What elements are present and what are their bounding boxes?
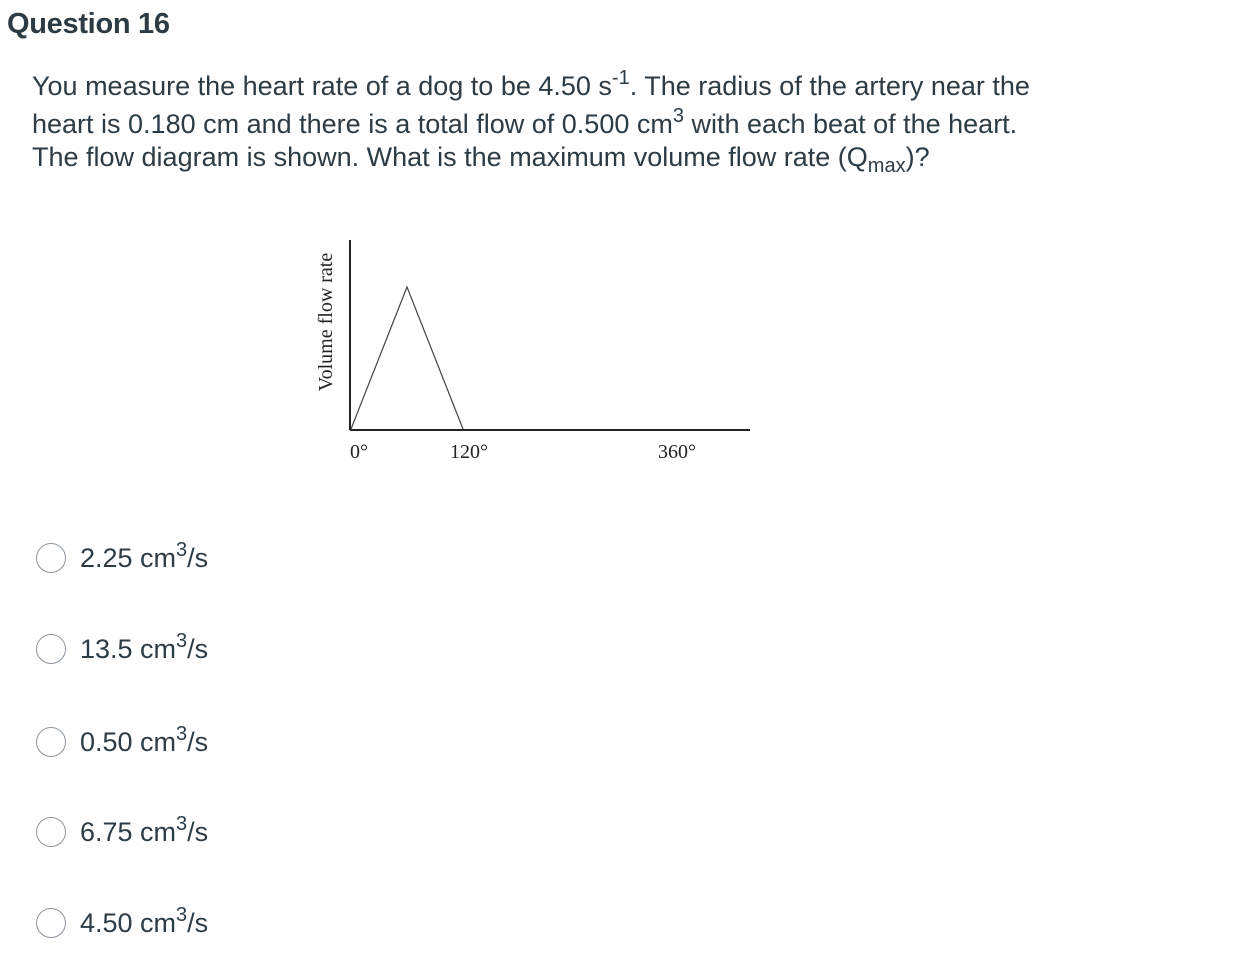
answer-label bbox=[80, 812, 209, 848]
answer-unit: /s bbox=[187, 726, 209, 757]
y-axis-label: Volume flow rate bbox=[315, 252, 337, 392]
radio-button[interactable] bbox=[36, 634, 66, 664]
answer-option[interactable] bbox=[36, 626, 208, 672]
answer-value: 13.5 cm bbox=[80, 633, 177, 664]
question-line-1-text: You measure the heart rate of a dog to be 4.50 s bbox=[32, 71, 612, 101]
question-line-3 bbox=[32, 139, 1142, 176]
answer-exponent: 3 bbox=[176, 903, 188, 926]
radio-button[interactable] bbox=[36, 727, 66, 757]
question-line-1-sup: -1 bbox=[611, 67, 630, 89]
answer-value: 0.50 cm bbox=[80, 726, 177, 757]
answer-option[interactable] bbox=[36, 900, 208, 946]
question-line-1-tail: . The radius of the artery near the bbox=[629, 71, 1030, 101]
answer-value: 2.25 cm bbox=[80, 542, 177, 573]
answer-unit: /s bbox=[187, 542, 209, 573]
answer-unit: /s bbox=[187, 816, 209, 847]
question-line-2-sup: 3 bbox=[672, 105, 684, 127]
answer-label bbox=[80, 629, 209, 665]
answer-value: 6.75 cm bbox=[80, 816, 177, 847]
question-line-2-tail: with each beat of the heart. bbox=[683, 109, 1018, 139]
tick-label-360: 360° bbox=[658, 441, 696, 463]
question-line-2-text: heart is 0.180 cm and there is a total flow of 0.500 cm bbox=[32, 109, 673, 139]
answer-exponent: 3 bbox=[176, 538, 188, 561]
question-line-3-text: The flow diagram is shown. What is the maximum volume flow rate (Q bbox=[32, 142, 868, 172]
flow-diagram-svg bbox=[300, 220, 770, 480]
answer-unit: /s bbox=[187, 633, 209, 664]
answer-option[interactable] bbox=[36, 719, 208, 765]
answer-exponent: 3 bbox=[176, 629, 188, 652]
question-title: Question 16 bbox=[7, 8, 170, 40]
answer-exponent: 3 bbox=[176, 722, 188, 745]
question-line-3-tail: )? bbox=[905, 142, 930, 172]
radio-button[interactable] bbox=[36, 908, 66, 938]
radio-button[interactable] bbox=[36, 817, 66, 847]
answer-exponent: 3 bbox=[176, 812, 188, 835]
radio-button[interactable] bbox=[36, 543, 66, 573]
answer-label bbox=[80, 903, 209, 939]
answer-label bbox=[80, 722, 209, 758]
question-line-3-sub: max bbox=[867, 155, 906, 177]
answer-option[interactable] bbox=[36, 535, 208, 581]
flow-pulse-triangle bbox=[351, 287, 463, 429]
tick-label-0: 0° bbox=[350, 441, 368, 463]
tick-label-120: 120° bbox=[450, 441, 488, 463]
answer-option[interactable] bbox=[36, 809, 208, 855]
question-line-2 bbox=[32, 106, 1142, 143]
answer-value: 4.50 cm bbox=[80, 907, 177, 938]
flow-diagram bbox=[300, 220, 770, 480]
answer-label bbox=[80, 538, 209, 574]
question-line-1 bbox=[32, 68, 1142, 105]
answer-unit: /s bbox=[187, 907, 209, 938]
question-text bbox=[32, 68, 1142, 176]
